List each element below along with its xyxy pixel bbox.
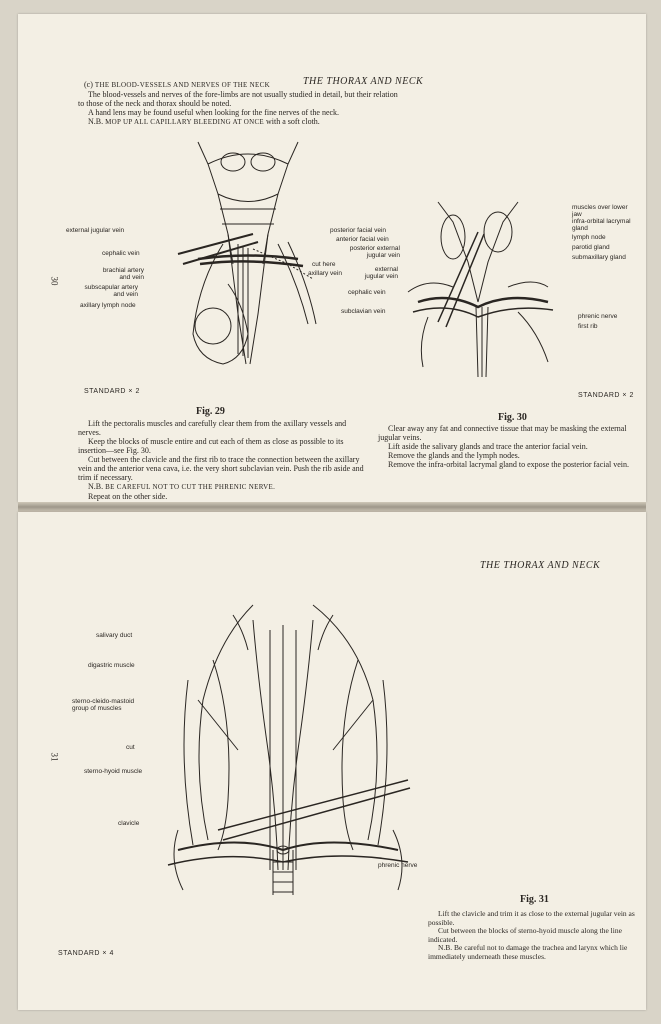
fig29-caption: Fig. 29	[196, 406, 225, 417]
fig29-label: cut here	[312, 261, 336, 268]
fig29-label: axillary vein	[308, 270, 342, 277]
fig29-scale: STANDARD × 2	[84, 388, 140, 395]
fig30-label: anterior facial vein	[336, 236, 389, 243]
fig31-label: salivary duct	[96, 632, 133, 639]
fig31-caption: Fig. 31	[520, 894, 549, 905]
fig30-caption: Fig. 30	[498, 412, 527, 423]
fig30-label: parotid gland	[572, 244, 610, 251]
fig30-label: muscles over lower jaw	[572, 204, 628, 218]
page-number: 31	[49, 752, 60, 762]
fig29-label: cephalic vein	[102, 250, 140, 257]
fig31-label: cut	[126, 744, 135, 751]
section-prefix: (c)	[84, 80, 93, 89]
fig29-label: brachial artery and vein	[102, 267, 144, 281]
open-book	[18, 14, 646, 1014]
fig30-text: Clear away any fat and connective tissue that may be masking the external jugular veins. Lift aside the salivary glands and trace the anterior facial vein. Remove the glands and the lymph nodes. Remove the infra-orbital lacrymal gland to expose the posterior facial vein.	[378, 424, 630, 469]
fig30-illustration	[398, 192, 558, 382]
fig30-label: cephalic vein	[348, 289, 386, 296]
running-head: THE THORAX AND NECK	[480, 560, 601, 571]
fig30-scale: STANDARD × 2	[578, 392, 634, 399]
intro-line: A hand lens may be found useful when looking for the fine nerves of the neck.	[88, 108, 340, 117]
page-30	[18, 14, 646, 502]
fig31-illustration	[158, 600, 418, 900]
fig30-label: phrenic nerve	[578, 313, 618, 320]
fig31-label: clavicle	[118, 820, 140, 827]
section-heading: THE BLOOD-VESSELS AND NERVES OF THE NECK	[94, 81, 270, 89]
fig31-label: digastric muscle	[88, 662, 135, 669]
fig29-illustration	[138, 134, 358, 374]
book-gutter	[18, 502, 646, 512]
intro-line: The blood-vessels and nerves of the fore-limbs are not usually studied in detail, but their relation to those of the neck and thorax should be noted.	[78, 90, 398, 108]
fig29-text: Lift the pectoralis muscles and carefully clear them from the axillary vessels and nerves. Keep the blocks of muscle entire and cut each of them as close as possible to its insertion—see Fig. 30. Cut between the clavicle and the first rib to trace the connection between the axillary vein and the anterior vena cava, i.e. the very short subclavian vein. Push the rib aside and trim if necessary. N.B. BE CAREFUL NOT TO CUT THE PHRENIC NERVE. Repeat on the other side.	[78, 419, 364, 501]
fig29-label: external jugular vein	[66, 227, 125, 234]
fig30-label: posterior external jugular vein	[349, 245, 400, 259]
fig31-label: phrenic nerve	[378, 862, 418, 869]
fig31-label: sterno-cleido-mastoid group of muscles	[72, 698, 135, 712]
fig31-scale: STANDARD × 4	[58, 950, 114, 957]
page-number: 30	[49, 276, 60, 286]
fig31-text: Lift the clavicle and trim it as close to the external jugular vein as possible. Cut between the blocks of sterno-hyoid muscle along the line indicated. N.B. Be careful not to damage the trachea and larynx which lie immediately underneath these muscles.	[428, 909, 635, 961]
fig30-label: external jugular vein	[364, 266, 398, 280]
intro-nb: N.B. MOP UP ALL CAPILLARY BLEEDING AT ONCE with a soft cloth.	[88, 117, 320, 126]
running-head: THE THORAX AND NECK	[303, 76, 424, 87]
fig29-label: subscapular artery and vein	[84, 284, 138, 298]
fig30-label: posterior facial vein	[330, 227, 386, 234]
fig30-label: infra-orbital lacrymal gland	[572, 218, 631, 232]
intro-text	[78, 80, 403, 127]
fig29-label: axillary lymph node	[80, 302, 136, 309]
page-31	[18, 512, 646, 1010]
fig30-label: lymph node	[572, 234, 606, 241]
fig30-label: submaxillary gland	[572, 254, 626, 261]
fig31-label: sterno-hyoid muscle	[84, 768, 143, 775]
fig30-label: first rib	[578, 323, 598, 330]
fig30-label: subclavian vein	[341, 308, 386, 315]
